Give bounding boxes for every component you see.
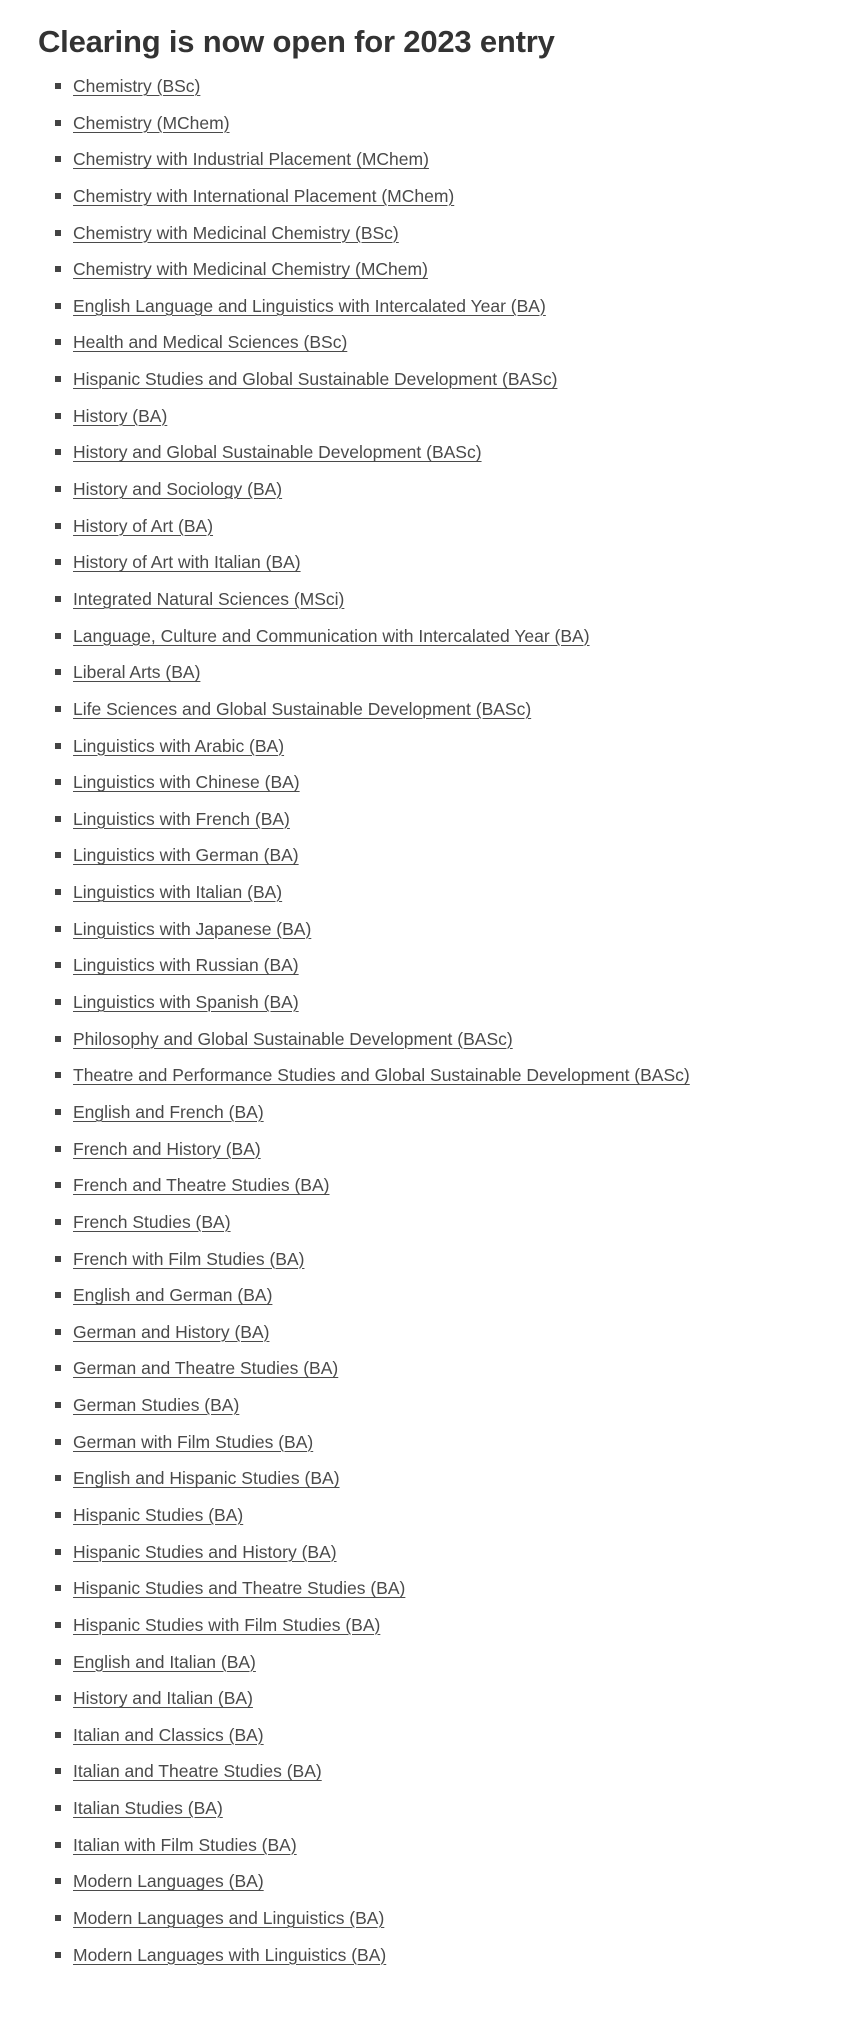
list-item — [0, 1057, 690, 1094]
course-link[interactable]: History and Italian (BA) — [73, 1688, 253, 1709]
course-link[interactable]: French Studies (BA) — [73, 1211, 231, 1232]
list-item — [0, 471, 690, 508]
list-item — [0, 1314, 690, 1351]
list-item — [0, 1277, 690, 1314]
course-link[interactable]: English and Hispanic Studies (BA) — [73, 1468, 340, 1489]
course-link[interactable]: Italian Studies (BA) — [73, 1798, 223, 1819]
bullet-icon — [55, 523, 61, 529]
course-link[interactable]: English and German (BA) — [73, 1285, 273, 1306]
bullet-icon — [55, 1146, 61, 1152]
course-link[interactable]: History and Global Sustainable Development (BASc) — [73, 442, 482, 463]
bullet-icon — [55, 1109, 61, 1115]
list-item — [0, 544, 690, 581]
bullet-icon — [55, 779, 61, 785]
course-link[interactable]: Italian with Film Studies (BA) — [73, 1834, 297, 1855]
course-link[interactable]: Italian and Classics (BA) — [73, 1724, 264, 1745]
list-item — [0, 288, 690, 325]
list-item — [0, 1350, 690, 1387]
course-link[interactable]: Linguistics with Italian (BA) — [73, 882, 283, 903]
course-link[interactable]: Hispanic Studies and Global Sustainable Development (BASc) — [73, 369, 558, 390]
list-item — [0, 1131, 690, 1168]
list-item — [0, 1753, 690, 1790]
course-link[interactable]: History of Art (BA) — [73, 515, 214, 536]
course-link[interactable]: German and Theatre Studies (BA) — [73, 1358, 339, 1379]
list-item — [0, 947, 690, 984]
course-link[interactable]: French and Theatre Studies (BA) — [73, 1175, 330, 1196]
bullet-icon — [55, 156, 61, 162]
list-item — [0, 1497, 690, 1534]
list-item — [0, 434, 690, 471]
course-link[interactable]: Chemistry (BSc) — [73, 76, 201, 96]
list-item — [0, 141, 690, 178]
course-link[interactable]: Chemistry with Medicinal Chemistry (BSc) — [73, 222, 399, 243]
list-item — [0, 1167, 690, 1204]
list-item — [0, 837, 690, 874]
list-item — [0, 324, 690, 361]
course-link[interactable]: History and Sociology (BA) — [73, 479, 283, 500]
bullet-icon — [55, 339, 61, 345]
bullet-icon — [55, 376, 61, 382]
bullet-icon — [55, 816, 61, 822]
bullet-icon — [55, 926, 61, 932]
bullet-icon — [55, 1292, 61, 1298]
bullet-icon — [55, 266, 61, 272]
list-item — [0, 178, 690, 215]
bullet-icon — [55, 1549, 61, 1555]
list-item — [0, 1387, 690, 1424]
bullet-icon — [55, 1695, 61, 1701]
bullet-icon — [55, 962, 61, 968]
course-link[interactable]: Linguistics with Russian (BA) — [73, 955, 299, 976]
list-item — [0, 1680, 690, 1717]
course-link[interactable]: Linguistics with Arabic (BA) — [73, 735, 285, 756]
list-item — [0, 1460, 690, 1497]
list-item — [0, 801, 690, 838]
course-link[interactable]: French and History (BA) — [73, 1138, 261, 1159]
course-link[interactable]: German with Film Studies (BA) — [73, 1431, 314, 1452]
course-link[interactable]: Linguistics with French (BA) — [73, 808, 290, 829]
list-item — [0, 1241, 690, 1278]
list-item — [0, 984, 690, 1021]
list-item — [0, 508, 690, 545]
bullet-icon — [55, 1402, 61, 1408]
course-link[interactable]: Hispanic Studies and History (BA) — [73, 1541, 337, 1562]
course-link[interactable]: Italian and Theatre Studies (BA) — [73, 1761, 322, 1782]
course-link[interactable]: Chemistry with Medicinal Chemistry (MChem) — [73, 259, 428, 280]
list-item — [0, 215, 690, 252]
bullet-icon — [55, 1439, 61, 1445]
bullet-icon — [55, 413, 61, 419]
list-item — [0, 654, 690, 691]
list-item — [0, 1644, 690, 1681]
bullet-icon — [55, 83, 61, 89]
course-link[interactable]: German Studies (BA) — [73, 1395, 240, 1416]
bullet-icon — [55, 1732, 61, 1738]
list-item — [0, 764, 690, 801]
list-item — [0, 618, 690, 655]
course-link[interactable]: French with Film Studies (BA) — [73, 1248, 305, 1269]
course-link[interactable]: Chemistry with Industrial Placement (MChem) — [73, 149, 429, 170]
course-link[interactable]: English and French (BA) — [73, 1101, 264, 1122]
course-link[interactable]: Hispanic Studies (BA) — [73, 1504, 244, 1525]
list-item — [0, 1021, 690, 1058]
bullet-icon — [55, 1072, 61, 1078]
bullet-icon — [55, 486, 61, 492]
course-link[interactable]: Chemistry (MChem) — [73, 112, 230, 133]
bullet-icon — [55, 743, 61, 749]
bullet-icon — [55, 1622, 61, 1628]
bullet-icon — [55, 1585, 61, 1591]
course-link[interactable]: Hispanic Studies with Film Studies (BA) — [73, 1614, 381, 1635]
list-item — [0, 581, 690, 618]
bullet-icon — [55, 120, 61, 126]
list-item — [0, 911, 690, 948]
course-link[interactable]: Linguistics with German (BA) — [73, 845, 299, 866]
bullet-icon — [55, 999, 61, 1005]
bullet-icon — [55, 1768, 61, 1774]
course-link[interactable]: Modern Languages with Linguistics (BA) — [73, 1944, 387, 1965]
course-link[interactable]: Modern Languages and Linguistics (BA) — [73, 1908, 385, 1929]
list-item — [0, 1717, 690, 1754]
list-item — [0, 1937, 690, 1974]
course-link[interactable]: Liberal Arts (BA) — [73, 662, 201, 683]
course-link[interactable]: Life Sciences and Global Sustainable Development (BASc) — [73, 698, 532, 719]
course-link[interactable]: Chemistry with International Placement (MChem) — [73, 185, 455, 206]
bullet-icon — [55, 1475, 61, 1481]
list-item — [0, 361, 690, 398]
bullet-icon — [55, 669, 61, 675]
course-link[interactable]: Linguistics with Spanish (BA) — [73, 992, 299, 1013]
list-item — [0, 1204, 690, 1241]
course-link[interactable]: Modern Languages (BA) — [73, 1871, 264, 1892]
course-link[interactable]: Health and Medical Sciences (BSc) — [73, 332, 348, 353]
bullet-icon — [55, 1878, 61, 1884]
bullet-icon — [55, 1329, 61, 1335]
list-item — [0, 1790, 690, 1827]
course-link[interactable]: Integrated Natural Sciences (MSci) — [73, 588, 345, 609]
bullet-icon — [55, 1659, 61, 1665]
list-item — [0, 691, 690, 728]
bullet-icon — [55, 559, 61, 565]
course-link[interactable]: Language, Culture and Communication with Intercalated Year (BA) — [73, 625, 590, 646]
list-item — [0, 728, 690, 765]
bullet-icon — [55, 596, 61, 602]
bullet-icon — [55, 1952, 61, 1958]
course-list — [0, 68, 690, 1973]
list-item — [0, 68, 690, 105]
course-link[interactable]: History of Art with Italian (BA) — [73, 552, 301, 573]
list-item — [0, 874, 690, 911]
list-item — [0, 1607, 690, 1644]
bullet-icon — [55, 633, 61, 639]
bullet-icon — [55, 1805, 61, 1811]
bullet-icon — [55, 1182, 61, 1188]
bullet-icon — [55, 1915, 61, 1921]
bullet-icon — [55, 706, 61, 712]
list-item — [0, 1570, 690, 1607]
bullet-icon — [55, 193, 61, 199]
course-link[interactable]: Hispanic Studies and Theatre Studies (BA) — [73, 1578, 406, 1599]
list-item — [0, 1534, 690, 1571]
bullet-icon — [55, 449, 61, 455]
bullet-icon — [55, 1365, 61, 1371]
list-item — [0, 1863, 690, 1900]
bullet-icon — [55, 1219, 61, 1225]
bullet-icon — [55, 1512, 61, 1518]
course-link[interactable]: Philosophy and Global Sustainable Development (BASc) — [73, 1028, 513, 1049]
list-item — [0, 1424, 690, 1461]
course-link[interactable]: Linguistics with Chinese (BA) — [73, 772, 300, 793]
course-link[interactable]: History (BA) — [73, 405, 168, 426]
bullet-icon — [55, 303, 61, 309]
course-link[interactable]: English and Italian (BA) — [73, 1651, 256, 1672]
course-link[interactable]: Theatre and Performance Studies and Global Sustainable Development (BASc) — [73, 1065, 690, 1086]
page-title: Clearing is now open for 2023 entry — [38, 24, 555, 59]
bullet-icon — [55, 1842, 61, 1848]
list-item — [0, 1827, 690, 1864]
list-item — [0, 1094, 690, 1131]
bullet-icon — [55, 1036, 61, 1042]
bullet-icon — [55, 1256, 61, 1262]
course-link[interactable]: German and History (BA) — [73, 1321, 270, 1342]
course-link[interactable]: English Language and Linguistics with Intercalated Year (BA) — [73, 295, 546, 316]
list-item — [0, 1900, 690, 1937]
bullet-icon — [55, 889, 61, 895]
bullet-icon — [55, 230, 61, 236]
course-link[interactable]: Linguistics with Japanese (BA) — [73, 918, 312, 939]
list-item — [0, 105, 690, 142]
bullet-icon — [55, 852, 61, 858]
list-item — [0, 398, 690, 435]
list-item — [0, 251, 690, 288]
